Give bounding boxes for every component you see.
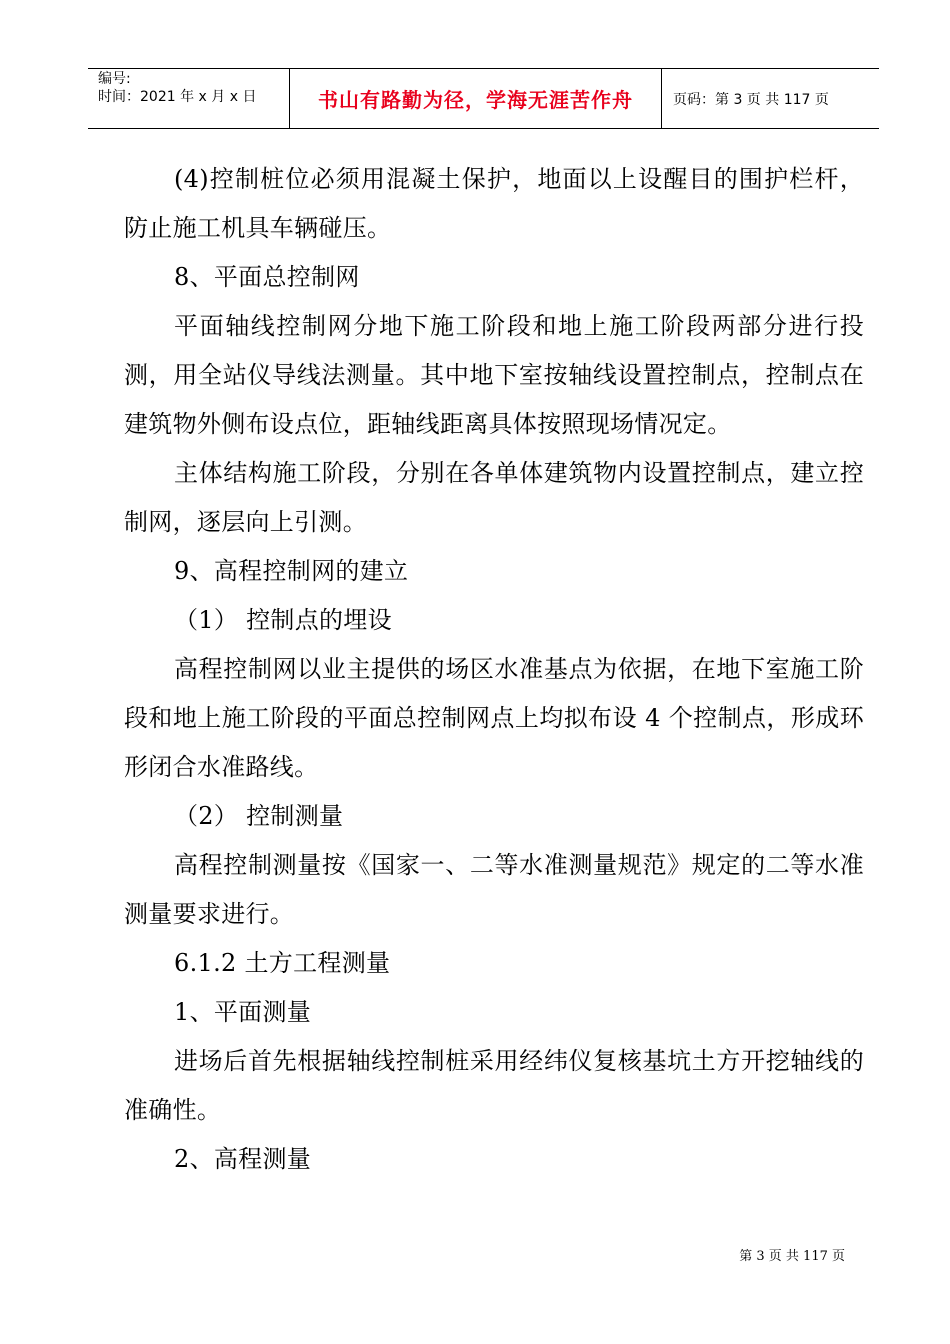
section-heading: 9、高程控制网的建立 <box>174 557 409 585</box>
subsection-heading: （2） 控制测量 <box>174 802 344 830</box>
header-motto: 书山有路勤为径，学海无涯苦作舟 <box>290 69 662 128</box>
header-page-info: 页码：第 3 页 共 117 页 <box>673 91 829 108</box>
subsection-heading: 2、高程测量 <box>174 1145 312 1173</box>
paragraph: (4)控制桩位必须用混凝土保护，地面以上设醒目的围护栏杆，防止施工机具车辆碰压。 <box>124 165 864 242</box>
paragraph: 主体结构施工阶段，分别在各单体建筑物内设置控制点，建立控制网，逐层向上引测。 <box>124 459 864 536</box>
section-heading: 6.1.2 土方工程测量 <box>174 949 391 977</box>
subsection-heading: 1、平面测量 <box>174 998 312 1026</box>
section-heading: 8、平面总控制网 <box>174 263 360 291</box>
document-body <box>124 155 864 1184</box>
header-meta-cell <box>88 69 290 128</box>
paragraph: 平面轴线控制网分地下施工阶段和地上施工阶段两部分进行投测，用全站仪导线法测量。其中地下室按轴线设置控制点，控制点在建筑物外侧布设点位，距轴线距离具体按照现场情况定。 <box>124 312 864 438</box>
page-footer: 第 3 页 共 117 页 <box>739 1249 845 1264</box>
subsection-heading: （1） 控制点的埋设 <box>174 606 392 634</box>
paragraph: 进场后首先根据轴线控制桩采用经纬仪复核基坑土方开挖轴线的准确性。 <box>124 1047 864 1124</box>
paragraph: 高程控制网以业主提供的场区水准基点为依据，在地下室施工阶段和地上施工阶段的平面总控制网点上均拟布设 4 个控制点，形成环形闭合水准路线。 <box>124 655 864 781</box>
paragraph: 高程控制测量按《国家一、二等水准测量规范》规定的二等水准测量要求进行。 <box>124 851 864 928</box>
document-time-label: 时间：2021 年 x 月 x 日 <box>98 89 257 105</box>
document-number-label: 编号: <box>98 71 131 87</box>
document-header <box>88 68 879 129</box>
